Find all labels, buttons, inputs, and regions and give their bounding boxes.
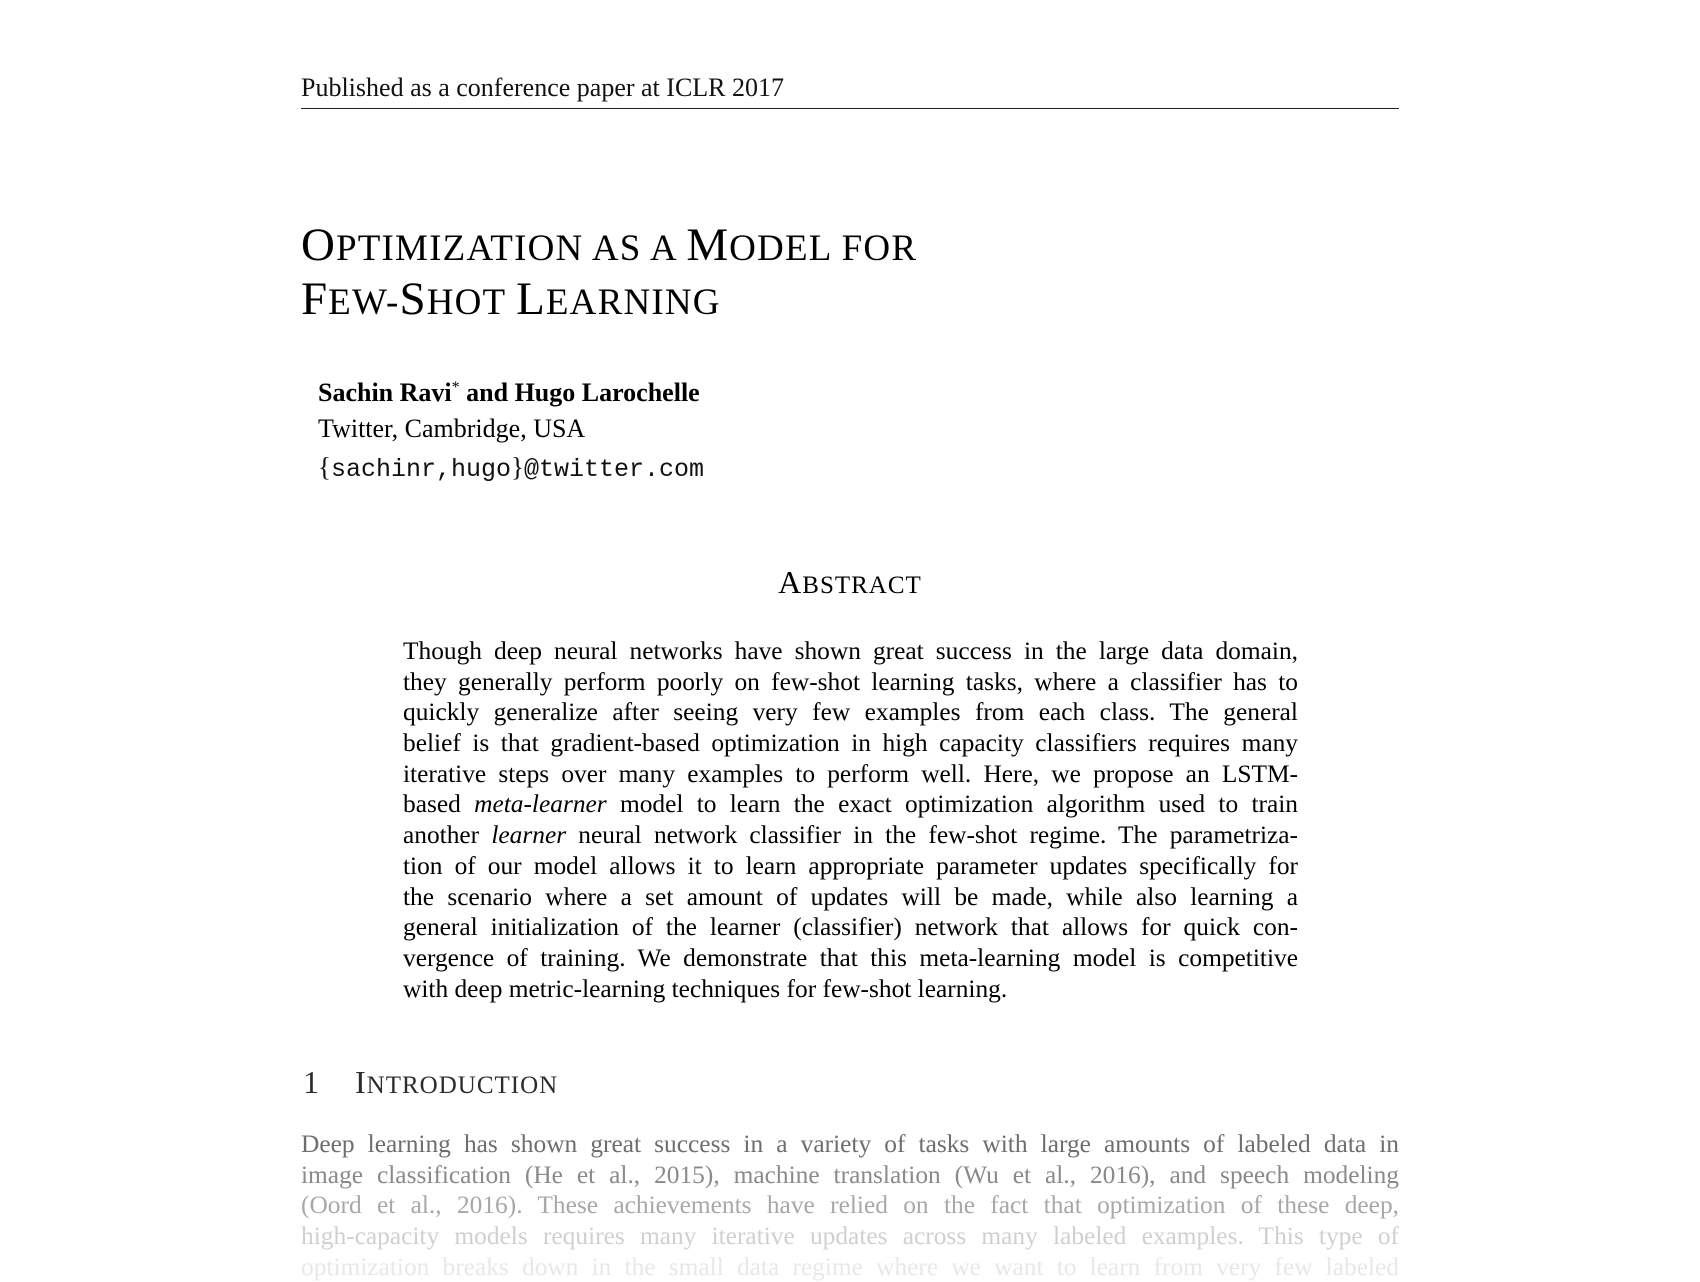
heading-smallcaps: BSTRACT [802,572,922,599]
abstract-line: quickly generalize after seeing very few examples from each class. The general [403,698,1298,727]
email-domain: @twitter.com [523,455,704,484]
abstract-line: Though deep neural networks have shown great success in the large data domain, [403,637,1298,665]
footnote-mark[interactable]: * [451,379,460,396]
title-cap: S [399,273,427,325]
abstract-line: belief is that gradient-based optimization in high capacity classifiers requires many [403,729,1298,758]
abstract-line: vergence of training. We demonstrate that this meta-learning model is competitive [403,943,1298,972]
title-cap: O [301,219,336,271]
title-cap: F [301,273,329,325]
author-list [318,378,700,408]
heading-cap: A [778,564,803,600]
abstract-body [403,636,1298,1004]
intro-body [301,1129,1399,1282]
section-number: 1 [303,1064,319,1100]
abstract-heading [0,564,1700,604]
section-title [355,1064,558,1104]
abstract-line [403,789,1298,820]
affiliation: Twitter, Cambridge, USA [318,414,586,443]
title-smallcaps: EARNING [545,282,721,323]
title-smallcaps: EW- [328,282,400,323]
header-rule [301,108,1399,109]
intro-line: optimization breaks down in the small data regime where we want to learn from very few labeled [301,1252,1399,1281]
email-brace-close: } [511,452,524,482]
title-cap: M [686,219,730,271]
abstract-line: iterative steps over many examples to perform well. Here, we propose an LSTM- [403,759,1298,788]
intro-line: image classification (He et al., 2015), machine translation (Wu et al., 2016), and speech modeling [301,1160,1399,1189]
intro-line: (Oord et al., 2016). These achievements have relied on the fact that optimization of these deep, [301,1191,1399,1220]
title-cap: L [516,273,546,325]
author-connector: and [466,378,509,407]
intro-line: high-capacity models requires many iterative updates across many labeled examples. This type of [301,1222,1399,1251]
author-email [318,452,704,485]
abstract-text: neural network classifier in the few-shot regime. The parametriza- [566,821,1298,850]
emphasis-learner: learner [491,821,567,850]
title-smallcaps: PTIMIZATION AS A [335,228,687,269]
paper-title-line-2 [301,272,721,330]
abstract-text: based [403,790,475,819]
abstract-text: another [403,821,492,850]
abstract-line: they generally perform poorly on few-shot learning tasks, where a classifier has to [403,667,1298,696]
intro-line: Deep learning has shown great success in a variety of tasks with large amounts of labeled data in [301,1130,1399,1158]
author-name: Hugo Larochelle [514,378,700,407]
abstract-line [403,820,1298,851]
section-title-smallcaps: NTRODUCTION [366,1072,559,1099]
author-name: Sachin Ravi [318,378,452,407]
abstract-line: the scenario where a set amount of updates will be made, while also learning a [403,882,1298,911]
email-users: sachinr,hugo [330,455,511,484]
section-title-cap: I [355,1064,367,1100]
abstract-line: with deep metric-learning techniques for few-shot learning. [403,974,1008,1003]
emphasis-meta-learner: meta-learner [474,790,607,819]
abstract-line: tion of our model allows it to learn appropriate parameter updates specifically for [403,851,1298,880]
title-smallcaps: HOT [426,282,517,323]
email-brace-open: { [318,452,331,482]
abstract-text: model to learn the exact optimization algorithm used to train [606,790,1298,819]
paper-title-line-1 [301,218,917,276]
title-smallcaps: ODEL FOR [729,228,918,269]
abstract-line: general initialization of the learner (classifier) network that allows for quick con- [403,913,1298,942]
running-header: Published as a conference paper at ICLR 2017 [301,73,785,102]
